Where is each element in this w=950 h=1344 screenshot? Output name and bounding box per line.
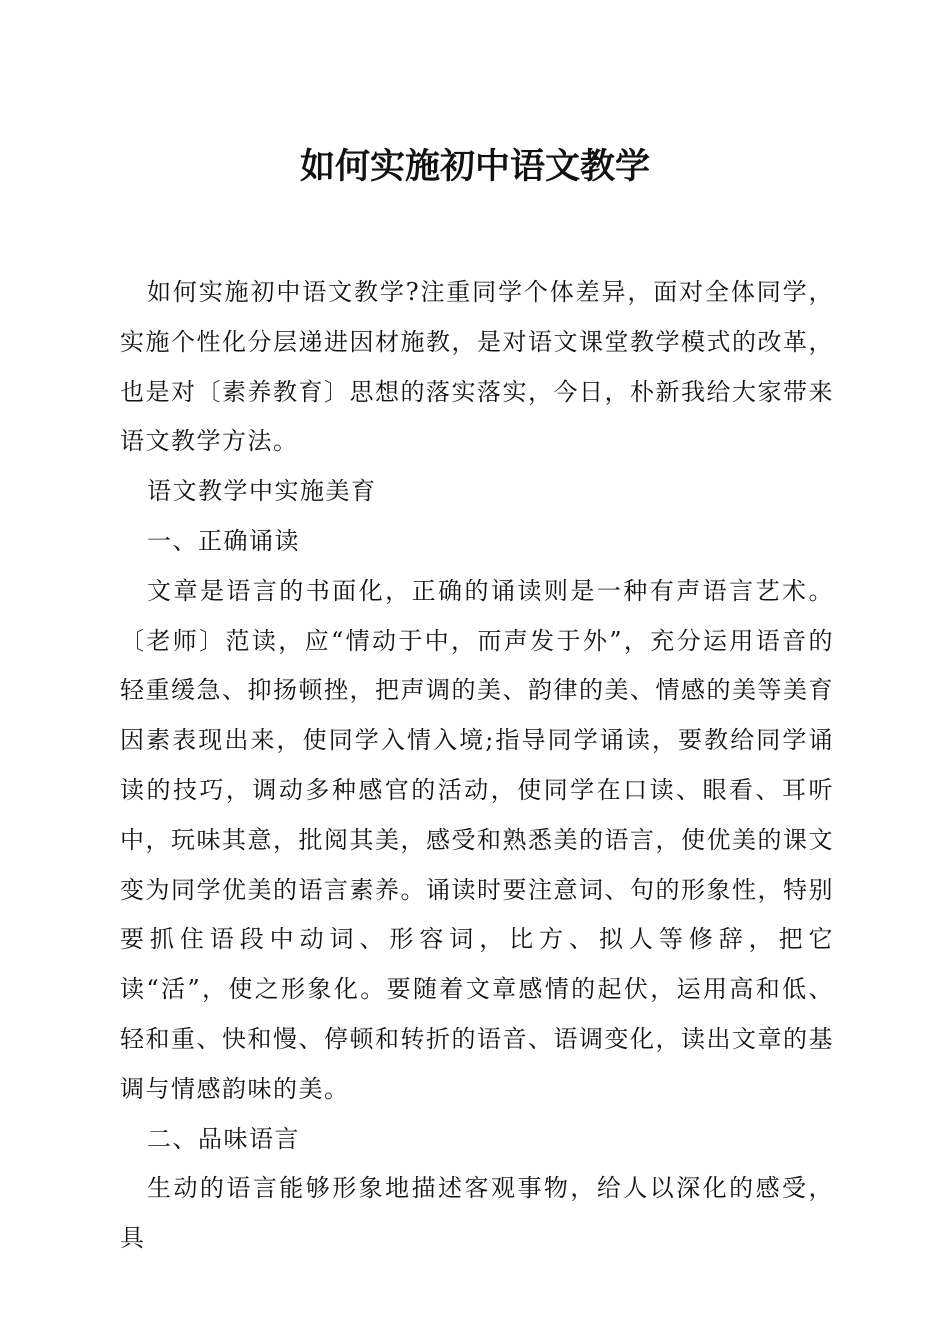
body-paragraph: 生动的语言能够形象地描述客观事物，给人以深化的感受，具 bbox=[120, 1174, 834, 1253]
document-body bbox=[120, 268, 834, 1264]
subsection-heading: 一、正确诵读 bbox=[147, 526, 300, 555]
intro-paragraph: 如何实施初中语文教学?注重同学个体差异，面对全体同学，实施个性化分层递进因材施教，是对语文课堂教学模式的改革，也是对〔素养教育〕思想的落实落实，今日，朴新我给大家带来语文教学方法。 bbox=[120, 278, 834, 456]
body-paragraph: 文章是语言的书面化，正确的诵读则是一种有声语言艺术。〔老师〕范读，应“情动于中，而声发于外”，充分运用语音的轻重缓急、抑扬顿挫，把声调的美、韵律的美、情感的美等美育因素表现出来，使同学入情入境;指导同学诵读，要教给同学诵读的技巧，调动多种感官的活动，使同学在口读、眼看、耳听中，玩味其意，批阅其美，感受和熟悉美的语言，使优美的课文变为同学优美的语言素养。诵读时要注意词、句的形象性，特别要抓住语段中动词、形容词，比方、拟人等修辞，把它读“活”，使之形象化。要随着文章感情的起伏，运用高和低、轻和重、快和慢、停顿和转折的语音、语调变化，读出文章的基调与情感韵味的美。 bbox=[120, 576, 834, 1103]
section-heading: 语文教学中实施美育 bbox=[147, 477, 377, 506]
document-title: 如何实施初中语文教学 bbox=[299, 146, 650, 187]
subsection-heading: 二、品味语言 bbox=[147, 1124, 300, 1153]
